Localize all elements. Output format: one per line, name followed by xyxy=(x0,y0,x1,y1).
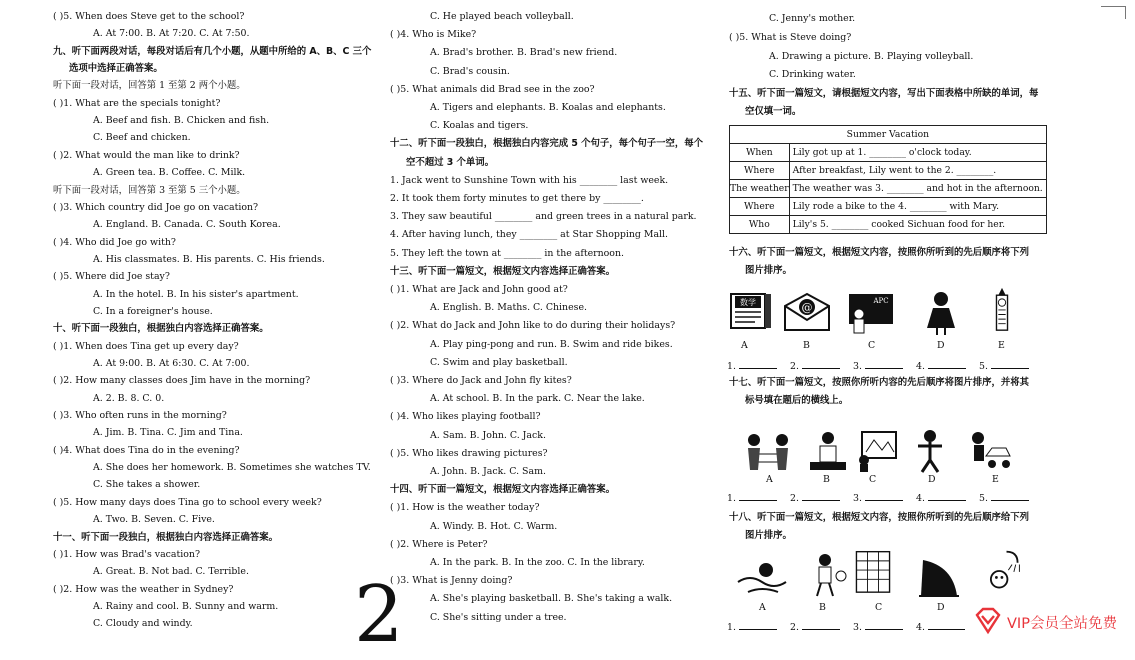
table-row: When Lily got up at 1. ________ o'clock today. xyxy=(730,144,1047,162)
section-heading: 十四、听下面一篇短文，根据短文内容选择正确答案。 xyxy=(390,484,616,496)
picture-label: A xyxy=(759,602,766,613)
answer-blank[interactable] xyxy=(802,492,840,501)
section-heading: 十七、听下面一篇短文，按照你所听内容的先后顺序将图片排序，并将其 xyxy=(729,377,1030,388)
answer-number: 2. xyxy=(790,622,799,633)
svg-text:@: @ xyxy=(801,301,813,314)
ship-picture xyxy=(913,556,965,602)
man-with-car-picture xyxy=(964,428,1016,474)
answer-blank[interactable] xyxy=(991,492,1029,501)
math-book-picture xyxy=(727,290,779,336)
table-row: Who Lily's 5. ________ cooked Sichuan food for her. xyxy=(730,216,1047,234)
table-row: Where After breakfast, Lily went to the 2. ________. xyxy=(730,162,1047,180)
section-heading: 空不超过 3 个单词。 xyxy=(406,156,495,168)
question-line: ( )1. How is the weather today? xyxy=(390,502,540,514)
question-line: C. In a foreigner's house. xyxy=(93,305,213,317)
answer-number: 5. xyxy=(979,361,988,372)
section-heading: 空仅填一词。 xyxy=(745,106,802,117)
question-line: ( )5. Where did Joe stay? xyxy=(53,271,170,283)
question-line: A. She's playing basketball. B. She's taking a walk. xyxy=(430,593,673,605)
answer-blank[interactable] xyxy=(991,360,1029,369)
answer-slot[interactable] xyxy=(853,360,906,372)
question-line: C. She takes a shower. xyxy=(93,479,201,491)
shower-picture xyxy=(975,548,1027,594)
section-heading: 十五、听下面一篇短文，请根据短文内容，写出下面表格中所缺的单词，每 xyxy=(729,88,1039,99)
answer-number: 1. xyxy=(727,493,736,504)
question-line: A. In the hotel. B. In his sister's apartment. xyxy=(93,288,299,300)
answer-number: 4. xyxy=(916,361,925,372)
question-line: ( )2. What would the man like to drink? xyxy=(53,149,240,161)
question-line: A. Green tea. B. Coffee. C. Milk. xyxy=(93,167,246,179)
question-line: ( )2. What do Jack and John like to do during their holidays? xyxy=(390,320,676,332)
boy-playing-picture xyxy=(801,552,853,598)
answer-number: 2. xyxy=(790,493,799,504)
hotel-building-picture xyxy=(847,548,899,594)
question-line: ( )5. What animals did Brad see in the zoo? xyxy=(390,83,595,95)
question-line: 2. It took them forty minutes to get there by ________. xyxy=(390,193,644,204)
page-number: 2 xyxy=(354,570,404,660)
question-line: ( )3. Where do Jack and John fly kites? xyxy=(390,375,572,386)
question-line: ( )4. Who did Joe go with? xyxy=(53,236,176,248)
picture-label: B xyxy=(803,340,810,351)
question-line: A. England. B. Canada. C. South Korea. xyxy=(93,219,281,231)
question-line: A. Play ping-pong and run. B. Swim and ride bikes. xyxy=(430,338,673,350)
picture-label: D xyxy=(937,602,945,613)
question-line: A. 2. B. 8. C. 0. xyxy=(93,392,165,404)
cooking-picture xyxy=(802,428,854,474)
picture-label: E xyxy=(992,474,999,485)
question-line: A. She does her homework. B. Sometimes she watches TV. xyxy=(93,462,371,474)
question-line: ( )1. What are Jack and John good at? xyxy=(390,284,568,295)
section-heading: 标号填在题后的横线上。 xyxy=(745,395,849,406)
question-line: 听下面一段对话，回答第 3 至第 5 三个小题。 xyxy=(53,184,246,196)
question-line: 5. They left the town at ________ in the afternoon. xyxy=(390,247,624,259)
table-title: Summer Vacation xyxy=(730,126,1047,144)
answer-slot[interactable] xyxy=(727,621,780,633)
question-line: ( )5. When does Steve get to the school? xyxy=(53,11,245,22)
question-line: C. Cloudy and windy. xyxy=(93,618,193,630)
question-line: ( )4. Who likes playing football? xyxy=(390,411,541,423)
answer-blank[interactable] xyxy=(865,360,903,369)
question-line: C. Beef and chicken. xyxy=(93,132,191,144)
table-row: The weather The weather was 3. ________ and hot in the afternoon. xyxy=(730,180,1047,198)
question-line: ( )5. How many days does Tina go to school every week? xyxy=(53,496,322,508)
picture-label: A xyxy=(741,340,748,351)
book-title-text: 数学 xyxy=(740,298,756,307)
answer-blank[interactable] xyxy=(865,621,903,630)
question-line: 3. They saw beautiful ________ and green trees in a natural park. xyxy=(390,211,697,223)
question-line: A. English. B. Maths. C. Chinese. xyxy=(430,302,587,314)
beach-picture xyxy=(736,552,788,598)
answer-slot[interactable] xyxy=(790,621,843,633)
answer-blank[interactable] xyxy=(865,492,903,501)
question-line: ( )3. Who often runs in the morning? xyxy=(53,410,227,422)
picture-label: B xyxy=(819,602,826,613)
question-line: A. Beef and fish. B. Chicken and fish. xyxy=(93,115,270,127)
answer-slot[interactable] xyxy=(853,492,906,504)
question-line: A. Drawing a picture. B. Playing volleyball. xyxy=(769,51,974,62)
answer-blank[interactable] xyxy=(802,621,840,630)
picture-label: B xyxy=(823,474,830,485)
picture-label: A xyxy=(766,474,773,485)
question-line: A. Brad's brother. B. Brad's new friend. xyxy=(430,47,618,59)
question-line: C. Swim and play basketball. xyxy=(430,356,568,368)
question-line: ( )5. What is Steve doing? xyxy=(729,32,852,43)
question-line: ( )3. Which country did Joe go on vacation? xyxy=(53,201,259,213)
teacher-blackboard-picture xyxy=(845,290,897,336)
big-ben-picture xyxy=(976,286,1028,332)
answer-number: 4. xyxy=(916,622,925,633)
answer-slot[interactable] xyxy=(916,360,969,372)
question-line: A. In the park. B. In the zoo. C. In the library. xyxy=(430,557,645,568)
answer-number: 3. xyxy=(853,493,862,504)
question-line: ( )1. How was Brad's vacation? xyxy=(53,548,200,560)
question-line: A. At 7:00. B. At 7:20. C. At 7:50. xyxy=(93,28,250,40)
answer-blank[interactable] xyxy=(739,492,777,501)
question-line: ( )1. What are the specials tonight? xyxy=(53,97,221,109)
section-heading: 十八、听下面一篇短文，根据短文内容，按照你所听到的先后顺序给下列 xyxy=(729,512,1030,523)
section-heading: 十六、听下面一篇短文，根据短文内容，按照你所听到的先后顺序将下列 xyxy=(729,247,1030,258)
answer-slot[interactable] xyxy=(853,621,906,633)
question-line: ( )4. Who is Mike? xyxy=(390,29,477,41)
answer-number: 2. xyxy=(790,361,799,372)
question-line: A. At 9:00. B. At 6:30. C. At 7:00. xyxy=(93,358,250,369)
summer-vacation-table xyxy=(729,125,1047,234)
question-line: ( )2. Where is Peter? xyxy=(390,538,488,550)
picture-label: E xyxy=(998,340,1005,351)
question-line: A. Tigers and elephants. B. Koalas and elephants. xyxy=(430,102,666,113)
section-heading: 十一、听下面一段独白，根据独白内容选择正确答案。 xyxy=(53,531,279,543)
question-line: A. Great. B. Not bad. C. Terrible. xyxy=(93,566,249,578)
answer-blank[interactable] xyxy=(928,360,966,369)
answer-blank[interactable] xyxy=(739,360,777,369)
painting-picture xyxy=(852,428,904,474)
picture-label: C xyxy=(868,340,876,351)
section-heading: 图片排序。 xyxy=(745,530,792,541)
vip-banner-text: VIP会员全站免费 xyxy=(1007,616,1117,632)
answer-slot[interactable] xyxy=(790,492,843,504)
picture-label: C xyxy=(869,474,877,485)
picture-label: D xyxy=(937,340,945,351)
answer-slot[interactable] xyxy=(916,621,969,633)
question-line: A. Windy. B. Hot. C. Warm. xyxy=(430,520,558,532)
section-heading: 十二、听下面一段独白，根据独白内容完成 5 个句子，每个句子一空，每个 xyxy=(390,138,704,150)
answer-number: 4. xyxy=(916,493,925,504)
answer-number: 1. xyxy=(727,361,736,372)
section-heading: 图片排序。 xyxy=(745,265,792,276)
question-line: C. Jenny's mother. xyxy=(769,13,856,24)
answer-slot[interactable] xyxy=(979,492,1032,504)
section-heading: 选项中选择正确答案。 xyxy=(69,63,163,75)
board-text: APC xyxy=(873,297,889,305)
answer-blank[interactable] xyxy=(739,621,777,630)
question-line: A. At school. B. In the park. C. Near the lake. xyxy=(430,393,645,405)
question-line: ( )5. Who likes drawing pictures? xyxy=(390,447,548,459)
answer-number: 3. xyxy=(853,361,862,372)
page-corner-mark xyxy=(1101,6,1126,19)
question-line: A. His classmates. B. His parents. C. His friends. xyxy=(93,253,325,265)
question-line: 1. Jack went to Sunshine Town with his ________ last week. xyxy=(390,174,669,186)
gym-picture xyxy=(904,428,956,474)
question-line: C. He played beach volleyball. xyxy=(430,11,574,22)
answer-slot[interactable] xyxy=(979,360,1032,372)
question-line: ( )3. What is Jenny doing? xyxy=(390,575,513,587)
boys-chess-picture xyxy=(742,428,794,474)
section-heading: 九、听下面两段对话，每段对话后有几个小题，从题中所给的 A、B、C 三个 xyxy=(53,45,372,57)
question-line: A. Jim. B. Tina. C. Jim and Tina. xyxy=(93,427,243,439)
answer-slot[interactable] xyxy=(916,492,969,504)
answer-number: 3. xyxy=(853,622,862,633)
question-line: 4. After having lunch, they ________ at Star Shopping Mall. xyxy=(390,229,669,241)
answer-slot[interactable] xyxy=(790,360,843,372)
question-line: C. She's sitting under a tree. xyxy=(430,611,567,623)
question-line: A. Sam. B. John. C. Jack. xyxy=(430,429,546,441)
section-heading: 十、听下面一段独白，根据独白内容选择正确答案。 xyxy=(53,323,269,335)
question-line: C. Koalas and tigers. xyxy=(430,120,529,132)
answer-blank[interactable] xyxy=(802,360,840,369)
question-line: A. Two. B. Seven. C. Five. xyxy=(93,514,215,526)
answer-slot[interactable] xyxy=(727,360,780,372)
question-line: ( )1. When does Tina get up every day? xyxy=(53,340,239,352)
girl-picture xyxy=(915,290,967,336)
picture-label: D xyxy=(928,474,936,485)
question-line: 听下面一段对话，回答第 1 至第 2 两个小题。 xyxy=(53,80,246,92)
answer-slot[interactable] xyxy=(727,492,780,504)
question-line: A. Rainy and cool. B. Sunny and warm. xyxy=(93,600,279,612)
question-line: ( )4. What does Tina do in the evening? xyxy=(53,444,240,456)
table-row: Where Lily rode a bike to the 4. ________ with Mary. xyxy=(730,198,1047,216)
vip-diamond-icon xyxy=(973,606,1003,636)
question-line: ( )2. How was the weather in Sydney? xyxy=(53,583,234,595)
email-envelope-picture xyxy=(781,290,833,336)
answer-number: 1. xyxy=(727,622,736,633)
answer-number: 5. xyxy=(979,493,988,504)
question-line: C. Drinking water. xyxy=(769,69,856,80)
answer-blank[interactable] xyxy=(928,492,966,501)
question-line: ( )2. How many classes does Jim have in the morning? xyxy=(53,375,311,387)
question-line: C. Brad's cousin. xyxy=(430,65,510,77)
section-heading: 十三、听下面一篇短文，根据短文内容选择正确答案。 xyxy=(390,265,616,277)
question-line: A. John. B. Jack. C. Sam. xyxy=(430,466,546,477)
answer-blank[interactable] xyxy=(928,621,966,630)
picture-label: C xyxy=(875,602,883,613)
